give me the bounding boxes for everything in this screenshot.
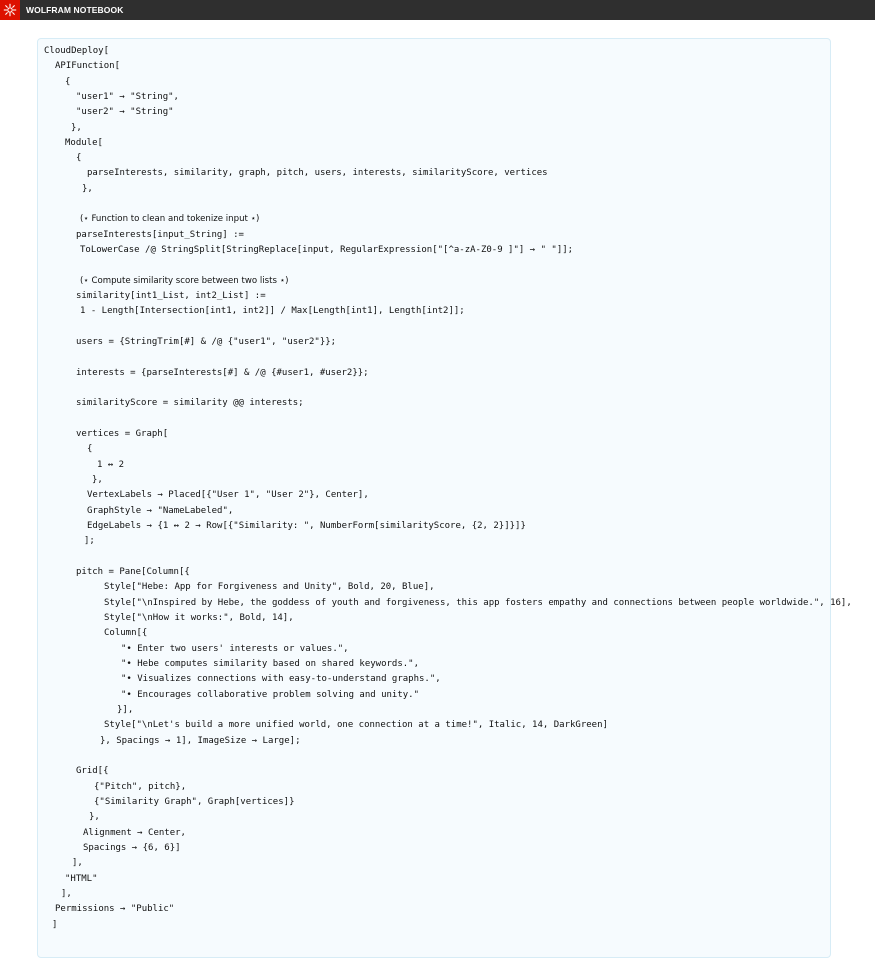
code-line: Style["\nLet's build a more unified world, one connection at a time!", Italic, 14, DarkGreen] <box>104 720 608 730</box>
code-line: interests = {parseInterests[#] & /@ {#user1, #user2}}; <box>76 368 369 378</box>
code-line: Grid[{ <box>76 766 109 776</box>
code-line: "• Enter two users' interests or values.", <box>121 644 349 654</box>
code-line: EdgeLabels → {1 ↔ 2 → Row[{"Similarity: ", NumberForm[similarityScore, {2, 2}]}]} <box>87 521 526 531</box>
code-line: "user2" → "String" <box>76 107 174 117</box>
code-line: "• Hebe computes similarity based on shared keywords.", <box>121 659 420 669</box>
code-line: ], <box>72 858 83 868</box>
code-line: "HTML" <box>65 874 98 884</box>
code-line: APIFunction[ <box>55 61 121 71</box>
code-line: Permissions → "Public" <box>55 904 175 914</box>
code-line: ], <box>61 889 72 899</box>
code-line: { <box>76 153 82 163</box>
code-line: }, <box>82 184 93 194</box>
code-line: similarityScore = similarity @@ interests; <box>76 398 304 408</box>
code-line: VertexLabels → Placed[{"User 1", "User 2"}, Center], <box>87 490 369 500</box>
code-line: "• Visualizes connections with easy-to-understand graphs.", <box>121 674 441 684</box>
code-line: Style["Hebe: App for Forgiveness and Unity", Bold, 20, Blue], <box>104 582 435 592</box>
code-line: vertices = Graph[ <box>76 429 169 439</box>
code-line: Module[ <box>65 138 103 148</box>
code-line: users = {StringTrim[#] & /@ {"user1", "user2"}}; <box>76 337 337 347</box>
code-line: Style["\nHow it works:", Bold, 14], <box>104 613 294 623</box>
code-line: ToLowerCase /@ StringSplit[StringReplace[input, RegularExpression["[^a-zA-Z0-9 ]"] → " "]]; <box>80 245 574 255</box>
code-line: }, <box>89 812 100 822</box>
code-line: }, <box>71 123 82 133</box>
wolfram-logo[interactable] <box>0 0 20 20</box>
notebook-brand-title: WOLFRAM NOTEBOOK <box>26 5 124 15</box>
code-line: Style["\nInspired by Hebe, the goddess of youth and forgiveness, this app fosters empathy and connections between people worldwide.", 16], <box>104 598 852 608</box>
code-line: }, Spacings → 1], ImageSize → Large]; <box>100 736 301 746</box>
code-line: ] <box>52 920 58 930</box>
code-line: CloudDeploy[ <box>44 46 110 56</box>
code-line: {"Pitch", pitch}, <box>94 782 187 792</box>
code-comment: (⋆ Function to clean and tokenize input ⋆) <box>80 214 260 224</box>
code-line: parseInterests, similarity, graph, pitch, users, interests, similarityScore, vertices <box>87 168 548 178</box>
top-bar <box>0 0 875 20</box>
code-line: }, <box>92 475 103 485</box>
code-line: Spacings → {6, 6}] <box>83 843 181 853</box>
code-line: Alignment → Center, <box>83 828 186 838</box>
code-line: parseInterests[input_String] := <box>76 230 244 240</box>
code-line: ]; <box>84 536 95 546</box>
code-line: similarity[int1_List, int2_List] := <box>76 291 266 301</box>
code-line: { <box>87 444 93 454</box>
code-line: GraphStyle → "NameLabeled", <box>87 506 234 516</box>
code-line: { <box>65 77 71 87</box>
code-line: {"Similarity Graph", Graph[vertices]} <box>94 797 295 807</box>
code-comment: (⋆ Compute similarity score between two lists ⋆) <box>80 276 289 286</box>
code-line: 1 ↔ 2 <box>97 460 125 470</box>
code-line: pitch = Pane[Column[{ <box>76 567 190 577</box>
code-line: "user1" → "String", <box>76 92 179 102</box>
wolfram-spikey-icon <box>3 3 17 17</box>
code-line: Column[{ <box>104 628 148 638</box>
code-line: 1 - Length[Intersection[int1, int2]] / Max[Length[int1], Length[int2]]; <box>80 306 465 316</box>
code-line: "• Encourages collaborative problem solving and unity." <box>121 690 420 700</box>
code-line: }], <box>117 705 134 715</box>
